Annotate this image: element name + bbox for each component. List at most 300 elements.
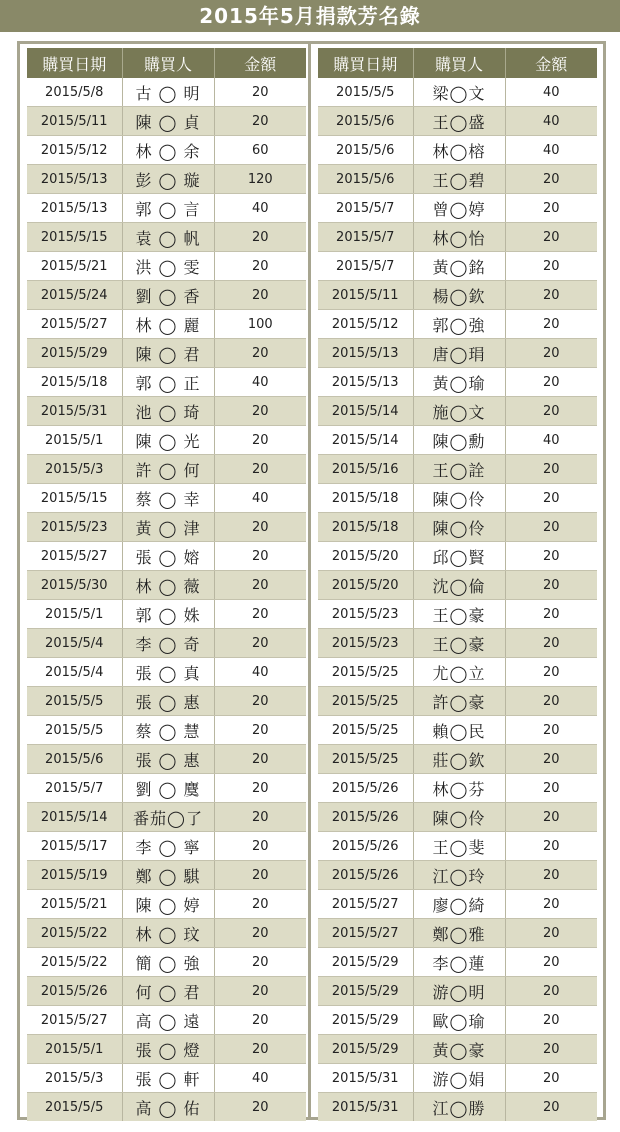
buyer-cell: 簡 ◯ 強: [122, 948, 214, 977]
buyer-cell: 游◯明: [413, 977, 505, 1006]
table-row: [27, 774, 306, 803]
date-cell: 2015/5/7: [27, 774, 122, 803]
amount-cell: 40: [505, 136, 597, 165]
amount-cell: 20: [505, 571, 597, 600]
buyer-cell: 鄭 ◯ 騏: [122, 861, 214, 890]
buyer-cell: 陳 ◯ 貞: [122, 107, 214, 136]
buyer-cell: 陳 ◯ 光: [122, 426, 214, 455]
date-cell: 2015/5/26: [318, 861, 413, 890]
amount-cell: 20: [214, 716, 306, 745]
buyer-cell: 陳◯伶: [413, 803, 505, 832]
date-cell: 2015/5/21: [27, 252, 122, 281]
amount-cell: 20: [214, 948, 306, 977]
table-row: [27, 1064, 306, 1093]
amount-cell: 20: [214, 571, 306, 600]
table-row: [318, 1006, 597, 1035]
amount-cell: 20: [214, 861, 306, 890]
amount-cell: 20: [505, 1006, 597, 1035]
header-row: [27, 48, 306, 78]
amount-cell: 20: [214, 977, 306, 1006]
header-amount: 金額: [214, 48, 306, 78]
buyer-cell: 蔡 ◯ 慧: [122, 716, 214, 745]
amount-cell: 20: [214, 107, 306, 136]
buyer-cell: 番茄◯了: [122, 803, 214, 832]
amount-cell: 20: [505, 774, 597, 803]
buyer-cell: 劉 ◯ 麌: [122, 774, 214, 803]
date-cell: 2015/5/12: [318, 310, 413, 339]
amount-cell: 20: [505, 658, 597, 687]
table-row: [27, 426, 306, 455]
date-cell: 2015/5/23: [318, 600, 413, 629]
header-buyer: 購買人: [413, 48, 505, 78]
header-date: 購買日期: [27, 48, 122, 78]
amount-cell: 20: [214, 339, 306, 368]
table-row: [318, 194, 597, 223]
date-cell: 2015/5/29: [27, 339, 122, 368]
header-amount: 金額: [505, 48, 597, 78]
date-cell: 2015/5/6: [318, 136, 413, 165]
amount-cell: 100: [214, 310, 306, 339]
buyer-cell: 廖◯綺: [413, 890, 505, 919]
table-row: [318, 107, 597, 136]
buyer-cell: 林◯榕: [413, 136, 505, 165]
amount-cell: 20: [214, 223, 306, 252]
date-cell: 2015/5/13: [27, 194, 122, 223]
amount-cell: 20: [214, 629, 306, 658]
date-cell: 2015/5/5: [318, 78, 413, 107]
buyer-cell: 劉 ◯ 香: [122, 281, 214, 310]
table-row: [318, 281, 597, 310]
buyer-cell: 郭 ◯ 言: [122, 194, 214, 223]
buyer-cell: 林 ◯ 余: [122, 136, 214, 165]
date-cell: 2015/5/27: [318, 890, 413, 919]
table-row: [318, 658, 597, 687]
buyer-cell: 蔡 ◯ 幸: [122, 484, 214, 513]
table-row: [27, 948, 306, 977]
buyer-cell: 許 ◯ 何: [122, 455, 214, 484]
table-row: [27, 107, 306, 136]
buyer-cell: 何 ◯ 君: [122, 977, 214, 1006]
date-cell: 2015/5/14: [318, 397, 413, 426]
buyer-cell: 歐◯瑜: [413, 1006, 505, 1035]
date-cell: 2015/5/13: [318, 339, 413, 368]
date-cell: 2015/5/3: [27, 1064, 122, 1093]
amount-cell: 20: [505, 716, 597, 745]
buyer-cell: 賴◯民: [413, 716, 505, 745]
amount-cell: 40: [505, 107, 597, 136]
table-row: [318, 223, 597, 252]
date-cell: 2015/5/25: [318, 745, 413, 774]
date-cell: 2015/5/12: [27, 136, 122, 165]
amount-cell: 20: [214, 78, 306, 107]
buyer-cell: 王◯豪: [413, 629, 505, 658]
buyer-cell: 林 ◯ 玟: [122, 919, 214, 948]
date-cell: 2015/5/21: [27, 890, 122, 919]
table-row: [318, 310, 597, 339]
table-row: [318, 629, 597, 658]
amount-cell: 20: [214, 803, 306, 832]
buyer-cell: 郭 ◯ 正: [122, 368, 214, 397]
date-cell: 2015/5/18: [27, 368, 122, 397]
table-row: [318, 1093, 597, 1122]
buyer-cell: 陳◯勳: [413, 426, 505, 455]
date-cell: 2015/5/15: [27, 223, 122, 252]
buyer-cell: 高 ◯ 佑: [122, 1093, 214, 1122]
date-cell: 2015/5/24: [27, 281, 122, 310]
table-row: [27, 1093, 306, 1122]
table-row: [318, 484, 597, 513]
amount-cell: 20: [214, 774, 306, 803]
date-cell: 2015/5/23: [27, 513, 122, 542]
table-row: [318, 165, 597, 194]
table-row: [318, 745, 597, 774]
date-cell: 2015/5/29: [318, 1035, 413, 1064]
buyer-cell: 許◯豪: [413, 687, 505, 716]
buyer-cell: 王◯盛: [413, 107, 505, 136]
date-cell: 2015/5/7: [318, 252, 413, 281]
amount-cell: 20: [505, 890, 597, 919]
table-row: [318, 919, 597, 948]
table-row: [318, 1035, 597, 1064]
buyer-cell: 楊◯欽: [413, 281, 505, 310]
table-row: [27, 223, 306, 252]
amount-cell: 20: [505, 397, 597, 426]
table-row: [27, 513, 306, 542]
buyer-cell: 黃 ◯ 津: [122, 513, 214, 542]
amount-cell: 20: [505, 455, 597, 484]
buyer-cell: 江◯玲: [413, 861, 505, 890]
buyer-cell: 洪 ◯ 雯: [122, 252, 214, 281]
buyer-cell: 張 ◯ 燈: [122, 1035, 214, 1064]
amount-cell: 20: [505, 629, 597, 658]
buyer-cell: 李◯蓮: [413, 948, 505, 977]
donation-table-right: [318, 48, 597, 1121]
table-row: [27, 281, 306, 310]
table-row: [27, 716, 306, 745]
buyer-cell: 郭◯強: [413, 310, 505, 339]
buyer-cell: 陳◯伶: [413, 513, 505, 542]
buyer-cell: 高 ◯ 遠: [122, 1006, 214, 1035]
buyer-cell: 郭 ◯ 姝: [122, 600, 214, 629]
right-table-body: [318, 78, 597, 1121]
table-row: [318, 861, 597, 890]
date-cell: 2015/5/27: [27, 1006, 122, 1035]
date-cell: 2015/5/16: [318, 455, 413, 484]
date-cell: 2015/5/7: [318, 223, 413, 252]
date-cell: 2015/5/15: [27, 484, 122, 513]
buyer-cell: 曾◯婷: [413, 194, 505, 223]
table-row: [318, 78, 597, 107]
table-row: [318, 832, 597, 861]
table-row: [27, 1035, 306, 1064]
amount-cell: 20: [214, 600, 306, 629]
amount-cell: 20: [505, 165, 597, 194]
date-cell: 2015/5/4: [27, 658, 122, 687]
table-row: [27, 803, 306, 832]
date-cell: 2015/5/22: [27, 948, 122, 977]
table-row: [27, 1006, 306, 1035]
table-row: [27, 397, 306, 426]
buyer-cell: 林◯芬: [413, 774, 505, 803]
buyer-cell: 王◯斐: [413, 832, 505, 861]
buyer-cell: 黃◯銘: [413, 252, 505, 281]
amount-cell: 20: [214, 1035, 306, 1064]
table-row: [27, 832, 306, 861]
amount-cell: 20: [214, 1093, 306, 1122]
date-cell: 2015/5/25: [318, 716, 413, 745]
table-row: [318, 687, 597, 716]
date-cell: 2015/5/25: [318, 658, 413, 687]
amount-cell: 20: [214, 455, 306, 484]
date-cell: 2015/5/6: [318, 107, 413, 136]
table-row: [27, 977, 306, 1006]
amount-cell: 60: [214, 136, 306, 165]
header-date: 購買日期: [318, 48, 413, 78]
buyer-cell: 王◯詮: [413, 455, 505, 484]
date-cell: 2015/5/20: [318, 542, 413, 571]
table-row: [27, 484, 306, 513]
amount-cell: 20: [505, 281, 597, 310]
amount-cell: 20: [505, 310, 597, 339]
date-cell: 2015/5/6: [27, 745, 122, 774]
date-cell: 2015/5/14: [27, 803, 122, 832]
date-cell: 2015/5/17: [27, 832, 122, 861]
date-cell: 2015/5/18: [318, 484, 413, 513]
amount-cell: 40: [505, 78, 597, 107]
table-row: [27, 687, 306, 716]
buyer-cell: 李 ◯ 奇: [122, 629, 214, 658]
header-row: [318, 48, 597, 78]
buyer-cell: 張 ◯ 嫆: [122, 542, 214, 571]
buyer-cell: 施◯文: [413, 397, 505, 426]
amount-cell: 20: [505, 252, 597, 281]
table-row: [318, 1064, 597, 1093]
table-row: [27, 861, 306, 890]
table-row: [318, 890, 597, 919]
table-row: [27, 658, 306, 687]
amount-cell: 20: [505, 194, 597, 223]
table-row: [27, 455, 306, 484]
amount-cell: 20: [505, 484, 597, 513]
table-row: [318, 803, 597, 832]
table-row: [318, 542, 597, 571]
amount-cell: 20: [505, 861, 597, 890]
amount-cell: 20: [505, 745, 597, 774]
amount-cell: 20: [505, 948, 597, 977]
donation-table-left: [27, 48, 306, 1121]
table-row: [318, 368, 597, 397]
amount-cell: 20: [505, 919, 597, 948]
date-cell: 2015/5/1: [27, 1035, 122, 1064]
date-cell: 2015/5/5: [27, 716, 122, 745]
amount-cell: 20: [505, 803, 597, 832]
date-cell: 2015/5/23: [318, 629, 413, 658]
buyer-cell: 張 ◯ 惠: [122, 687, 214, 716]
table-row: [27, 252, 306, 281]
table-row: [318, 339, 597, 368]
amount-cell: 20: [214, 890, 306, 919]
amount-cell: 20: [505, 687, 597, 716]
amount-cell: 40: [214, 368, 306, 397]
buyer-cell: 王◯碧: [413, 165, 505, 194]
table-row: [318, 600, 597, 629]
panel-divider: [308, 44, 311, 1117]
table-row: [318, 136, 597, 165]
buyer-cell: 林 ◯ 薇: [122, 571, 214, 600]
date-cell: 2015/5/31: [27, 397, 122, 426]
table-row: [318, 397, 597, 426]
buyer-cell: 陳◯伶: [413, 484, 505, 513]
table-row: [27, 194, 306, 223]
buyer-cell: 古 ◯ 明: [122, 78, 214, 107]
table-row: [27, 136, 306, 165]
table-row: [27, 310, 306, 339]
buyer-cell: 張 ◯ 惠: [122, 745, 214, 774]
amount-cell: 20: [214, 919, 306, 948]
amount-cell: 20: [505, 600, 597, 629]
table-row: [27, 745, 306, 774]
amount-cell: 40: [214, 1064, 306, 1093]
amount-cell: 20: [214, 513, 306, 542]
table-row: [27, 165, 306, 194]
amount-cell: 40: [214, 484, 306, 513]
date-cell: 2015/5/29: [318, 977, 413, 1006]
buyer-cell: 梁◯文: [413, 78, 505, 107]
table-row: [318, 455, 597, 484]
buyer-cell: 江◯勝: [413, 1093, 505, 1122]
date-cell: 2015/5/1: [27, 426, 122, 455]
buyer-cell: 張 ◯ 真: [122, 658, 214, 687]
table-row: [318, 716, 597, 745]
date-cell: 2015/5/13: [27, 165, 122, 194]
buyer-cell: 黃◯豪: [413, 1035, 505, 1064]
buyer-cell: 莊◯欽: [413, 745, 505, 774]
amount-cell: 40: [505, 426, 597, 455]
date-cell: 2015/5/22: [27, 919, 122, 948]
buyer-cell: 陳 ◯ 君: [122, 339, 214, 368]
buyer-cell: 王◯豪: [413, 600, 505, 629]
amount-cell: 20: [505, 977, 597, 1006]
amount-cell: 20: [214, 542, 306, 571]
amount-cell: 120: [214, 165, 306, 194]
table-row: [318, 252, 597, 281]
date-cell: 2015/5/4: [27, 629, 122, 658]
date-cell: 2015/5/29: [318, 948, 413, 977]
table-row: [318, 513, 597, 542]
header-buyer: 購買人: [122, 48, 214, 78]
amount-cell: 20: [214, 1006, 306, 1035]
date-cell: 2015/5/27: [318, 919, 413, 948]
amount-cell: 20: [505, 1035, 597, 1064]
date-cell: 2015/5/25: [318, 687, 413, 716]
buyer-cell: 林◯怡: [413, 223, 505, 252]
buyer-cell: 游◯娟: [413, 1064, 505, 1093]
table-row: [27, 78, 306, 107]
buyer-cell: 鄭◯雅: [413, 919, 505, 948]
date-cell: 2015/5/19: [27, 861, 122, 890]
date-cell: 2015/5/3: [27, 455, 122, 484]
amount-cell: 40: [214, 658, 306, 687]
amount-cell: 20: [214, 281, 306, 310]
buyer-cell: 李 ◯ 寧: [122, 832, 214, 861]
date-cell: 2015/5/6: [318, 165, 413, 194]
table-row: [27, 890, 306, 919]
date-cell: 2015/5/26: [318, 832, 413, 861]
buyer-cell: 林 ◯ 麗: [122, 310, 214, 339]
date-cell: 2015/5/29: [318, 1006, 413, 1035]
date-cell: 2015/5/26: [318, 774, 413, 803]
amount-cell: 20: [505, 542, 597, 571]
amount-cell: 20: [214, 687, 306, 716]
date-cell: 2015/5/11: [27, 107, 122, 136]
amount-cell: 20: [214, 745, 306, 774]
table-row: [318, 774, 597, 803]
buyer-cell: 陳 ◯ 婷: [122, 890, 214, 919]
table-row: [27, 571, 306, 600]
amount-cell: 20: [505, 368, 597, 397]
table-row: [27, 542, 306, 571]
amount-cell: 20: [505, 223, 597, 252]
buyer-cell: 唐◯琄: [413, 339, 505, 368]
buyer-cell: 張 ◯ 軒: [122, 1064, 214, 1093]
amount-cell: 20: [214, 426, 306, 455]
amount-cell: 20: [214, 252, 306, 281]
date-cell: 2015/5/18: [318, 513, 413, 542]
date-cell: 2015/5/1: [27, 600, 122, 629]
table-row: [27, 919, 306, 948]
date-cell: 2015/5/27: [27, 310, 122, 339]
date-cell: 2015/5/8: [27, 78, 122, 107]
buyer-cell: 尤◯立: [413, 658, 505, 687]
amount-cell: 20: [214, 397, 306, 426]
buyer-cell: 邱◯賢: [413, 542, 505, 571]
table-row: [27, 629, 306, 658]
table-row: [27, 368, 306, 397]
table-row: [318, 948, 597, 977]
date-cell: 2015/5/26: [318, 803, 413, 832]
date-cell: 2015/5/26: [27, 977, 122, 1006]
buyer-cell: 池 ◯ 琦: [122, 397, 214, 426]
buyer-cell: 彭 ◯ 璇: [122, 165, 214, 194]
amount-cell: 20: [505, 1093, 597, 1122]
amount-cell: 40: [214, 194, 306, 223]
date-cell: 2015/5/11: [318, 281, 413, 310]
amount-cell: 20: [505, 832, 597, 861]
buyer-cell: 黃◯瑜: [413, 368, 505, 397]
table-row: [27, 339, 306, 368]
page-title: 2015年5月捐款芳名錄: [199, 4, 421, 28]
date-cell: 2015/5/20: [318, 571, 413, 600]
amount-cell: 20: [214, 832, 306, 861]
date-cell: 2015/5/27: [27, 542, 122, 571]
date-cell: 2015/5/31: [318, 1093, 413, 1122]
date-cell: 2015/5/13: [318, 368, 413, 397]
table-row: [318, 977, 597, 1006]
left-table-body: [27, 78, 306, 1121]
date-cell: 2015/5/14: [318, 426, 413, 455]
date-cell: 2015/5/31: [318, 1064, 413, 1093]
amount-cell: 20: [505, 513, 597, 542]
table-row: [318, 571, 597, 600]
buyer-cell: 沈◯倫: [413, 571, 505, 600]
table-row: [27, 600, 306, 629]
amount-cell: 20: [505, 1064, 597, 1093]
date-cell: 2015/5/5: [27, 687, 122, 716]
amount-cell: 20: [505, 339, 597, 368]
date-cell: 2015/5/30: [27, 571, 122, 600]
date-cell: 2015/5/5: [27, 1093, 122, 1122]
buyer-cell: 袁 ◯ 帆: [122, 223, 214, 252]
